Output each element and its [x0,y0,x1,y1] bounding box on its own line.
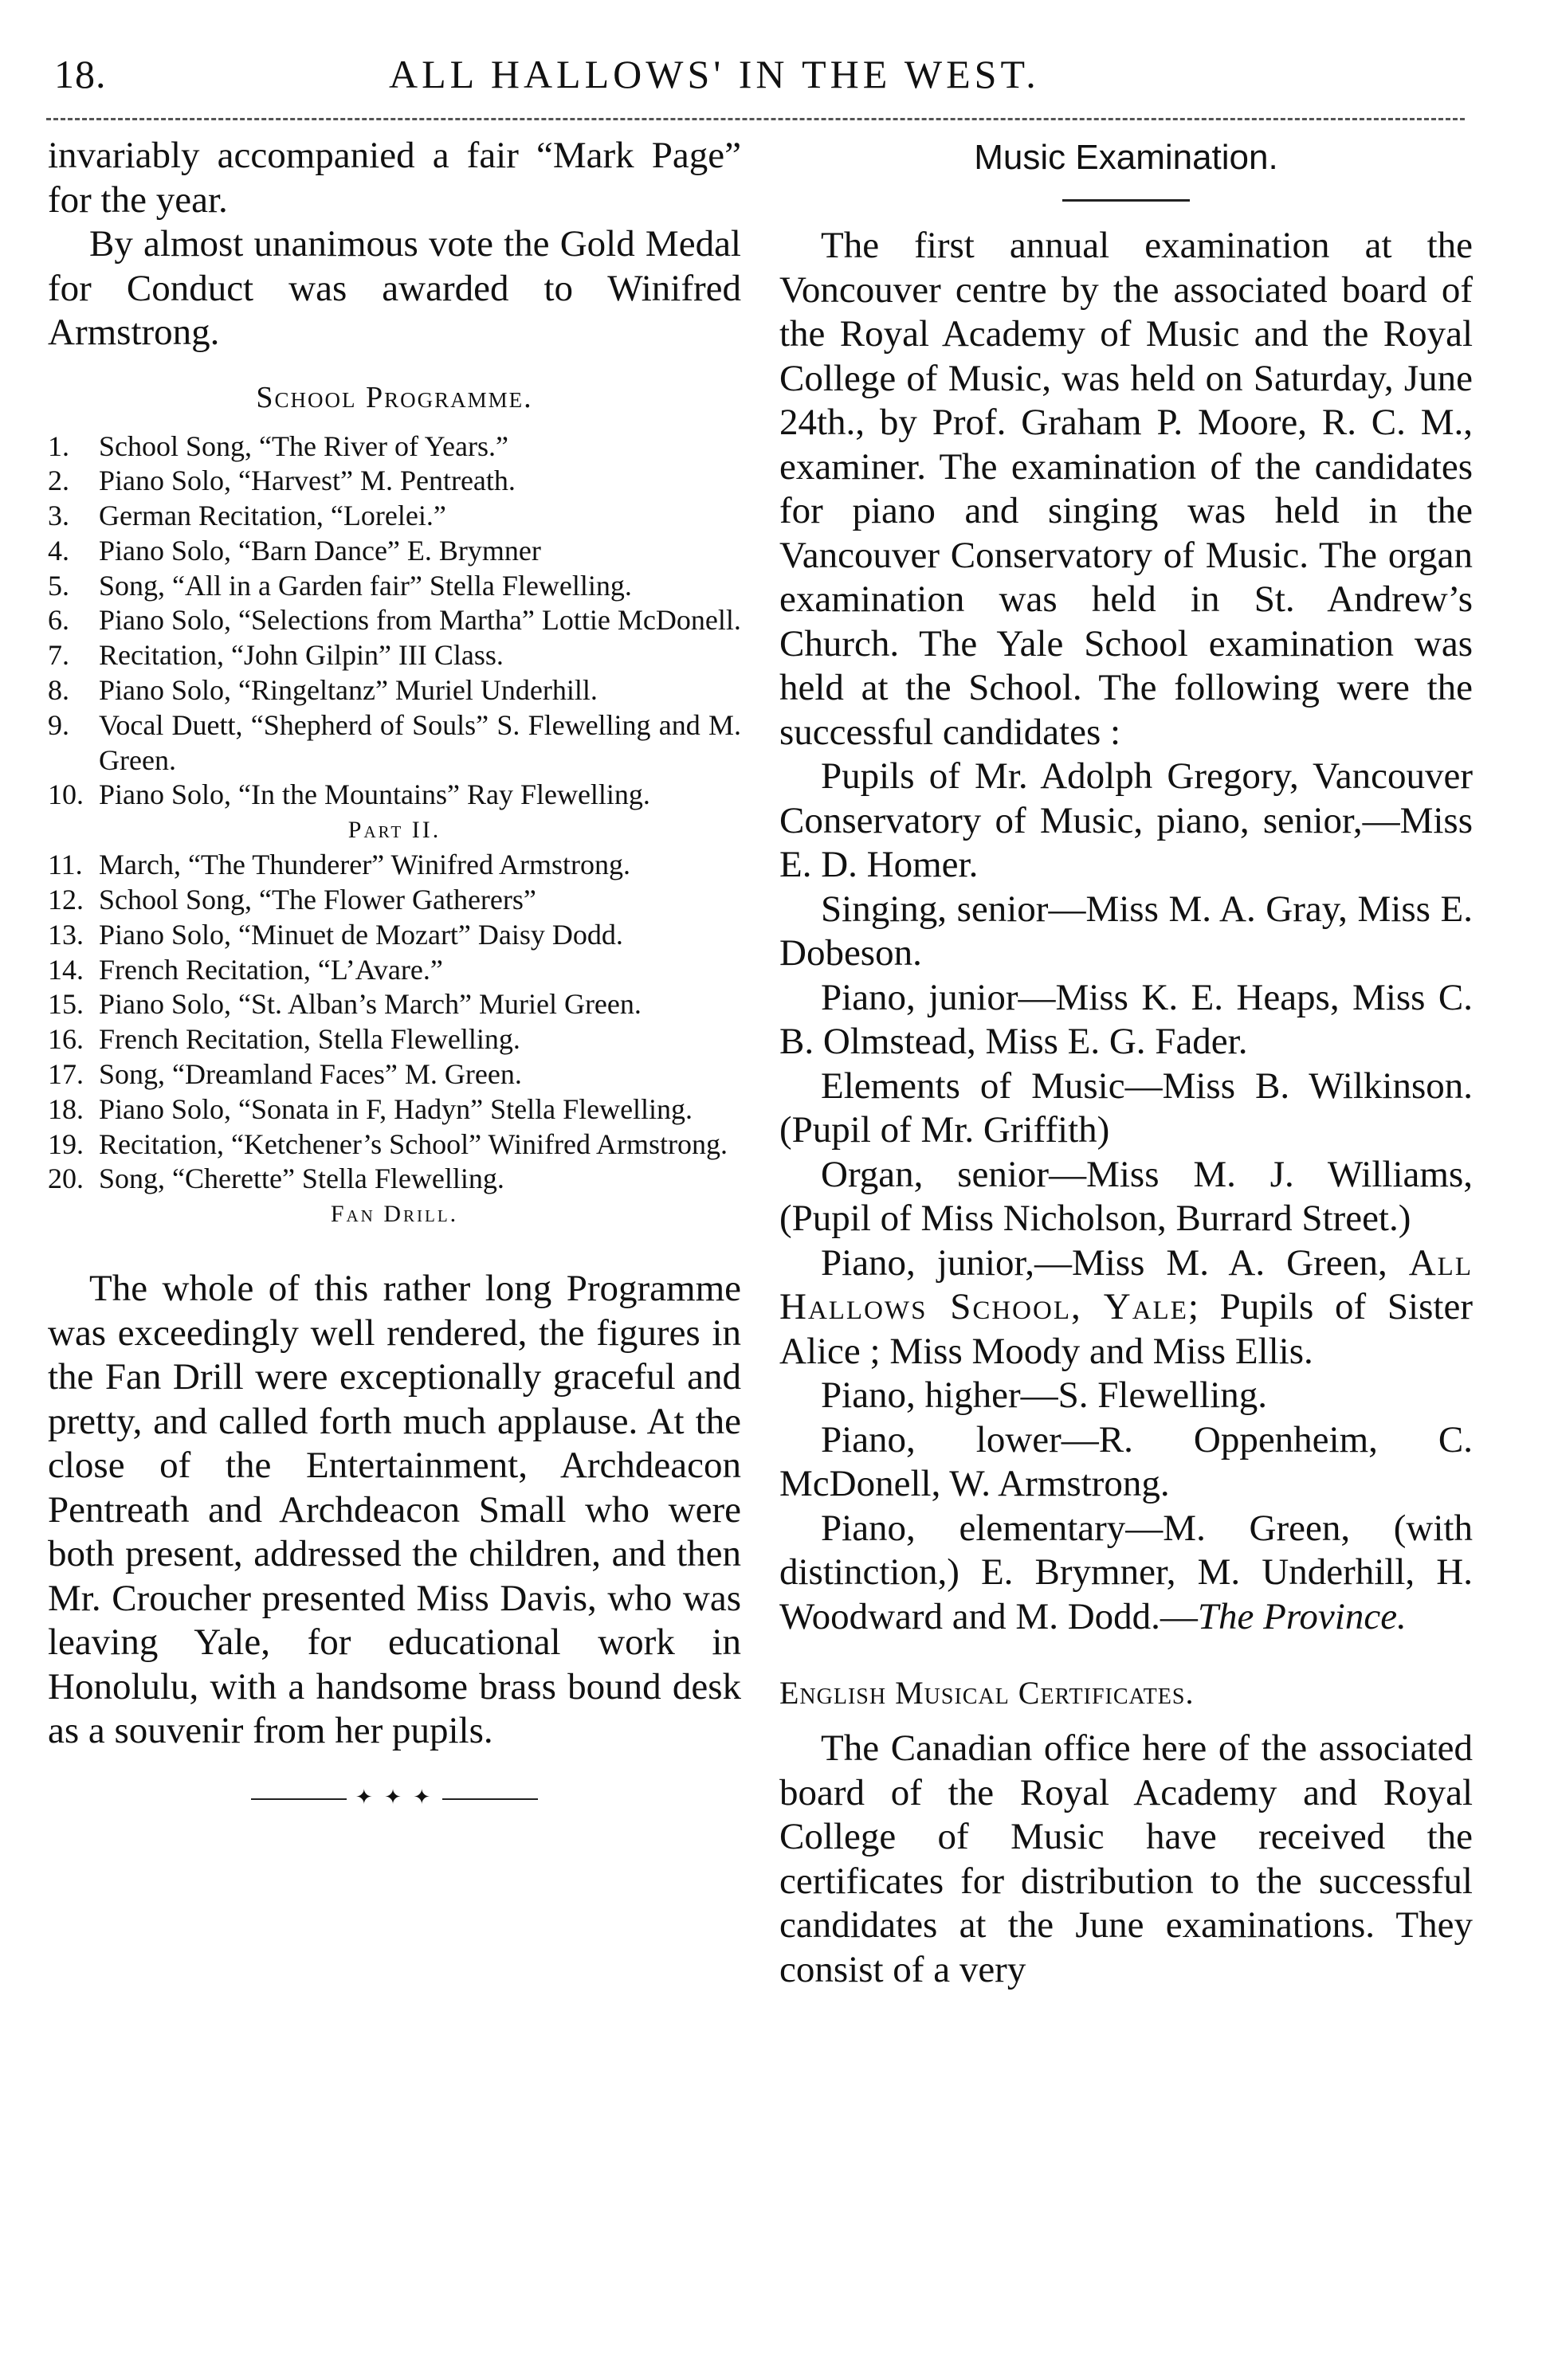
result-entry: Piano, junior—Miss K. E. Heaps, Miss C. B. Olmstead, Miss E. G. Fader. [779,976,1473,1062]
result-entry-elementary: Piano, elementary—M. Green, (with distinction,) E. Brymner, M. Underhill, H. Woodward and M. Dodd.—The Province. [779,1507,1473,1637]
closing-paragraph: The whole of this rather long Programme was exceedingly well rendered, the figures in the Fan Drill were exceptionally graceful and pretty, and called forth much applause. At the close of the Entertainment, Archdeacon Pentreath and Archdeacon Small who were both present, addressed the children, and then Mr. Croucher presented Miss Davis, who was leaving Yale, for educational work in Honolulu, with a handsome brass bound desk as a souvenir from her pupils. [48,1268,741,1752]
result-entry: Piano, higher—S. Flewelling. [821,1374,1268,1416]
programme-item: 3. German Recitation, “Lorelei.” [48,500,446,532]
right-column [779,134,1473,1992]
page-number: 18. [54,52,107,96]
programme-item: 1. School Song, “The River of Years.” [48,429,508,462]
programme-list-part-two [48,848,741,1197]
programme-list [48,429,741,814]
page-header [46,51,1513,107]
part-two-heading: Part II. [347,817,441,844]
programme-item: 4. Piano Solo, “Barn Dance” E. Brymner [48,534,541,567]
programme-item: 15. Piano Solo, “St. Alban’s March” Muriel Green. [48,988,642,1021]
fan-drill-heading: Fan Drill. [330,1201,459,1228]
ornament-divider: ✦ ✦ ✦ [48,1786,741,1810]
result-entry: Singing, senior—Miss M. A. Gray, Miss E. Dobeson. [779,888,1473,974]
programme-item: 16. French Recitation, Stella Flewelling. [48,1023,520,1056]
programme-item: 8. Piano Solo, “Ringeltanz” Muriel Underhill. [48,674,598,707]
result-entry-school: Piano, junior,—Miss M. A. Green, All Hallows School, Yale; Pupils of Sister Alice ; Miss Moody and Miss Ellis. [779,1241,1473,1372]
result-entry: Piano, lower—R. Oppenheim, C. McDonell, W. Armstrong. [779,1418,1473,1504]
school-name: All Hallows School, Yale [779,1241,1473,1327]
result-entry: Organ, senior—Miss M. J. Williams, (Pupil of Miss Nicholson, Burrard Street.) [779,1153,1473,1239]
header-rule [46,118,1465,120]
programme-item: 13. Piano Solo, “Minuet de Mozart” Daisy Dodd. [48,918,623,951]
examination-intro: The first annual examination at the Voncouver centre by the associated board of the Royal Academy of Music and the Royal College of Music, was held on Saturday, June 24th., by Prof. Graham P. Moore, R. C. M., examiner. The examination of the candidates for piano and singing was held in the Vancouver Conservatory of Music. The organ examination was held in St. Andrew’s Church. The Yale School examination was held at the School. The following were the successful candidates : [779,225,1473,753]
programme-item: 14. French Recitation, “L’Avare.” [48,953,443,986]
left-column [48,134,741,1810]
programme-item: 5. Song, “All in a Garden fair” Stella Flewelling. [48,569,632,602]
programme-item: 17. Song, “Dreamland Faces” M. Green. [48,1058,522,1091]
intro-paragraph-2: By almost unanimous vote the Gold Medal for Conduct was awarded to Winifred Armstrong. [48,223,741,353]
source-citation: The Province. [1197,1595,1407,1637]
programme-heading: School Programme. [256,380,533,414]
programme-item: 12. School Song, “The Flower Gatherers” [48,884,536,916]
programme-item: 9. Vocal Duett, “Shepherd of Souls” S. Flewelling and M. Green. [48,708,741,776]
certificates-paragraph: The Canadian office here of the associated board of the Royal Academy and Royal College of Music have received the certificates for distribution to the successful candidates at the June examinations. They consist of a very [779,1727,1473,1990]
programme-item: 10. Piano Solo, “In the Mountains” Ray Flewelling. [48,778,650,811]
programme-item: 20. Song, “Cherette” Stella Flewelling. [48,1163,504,1195]
programme-item: 6. Piano Solo, “Selections from Martha” Lottie McDonell. [48,604,741,637]
running-title: ALL HALLOWS' IN THE WEST. [389,52,1040,96]
music-examination-title: Music Examination. [974,138,1278,177]
certificates-heading: English Musical Certificates. [779,1675,1195,1711]
programme-item: 19. Recitation, “Ketchener’s School” Winifred Armstrong. [48,1127,728,1160]
programme-item: 2. Piano Solo, “Harvest” M. Pentreath. [48,465,516,497]
programme-item: 7. Recitation, “John Gilpin” III Class. [48,639,504,672]
programme-item: 18. Piano Solo, “Sonata in F, Hadyn” Stella Flewelling. [48,1092,693,1125]
programme-item: 11. March, “The Thunderer” Winifred Armstrong. [48,849,631,881]
result-entry: Elements of Music—Miss B. Wilkinson. (Pupil of Mr. Griffith) [779,1065,1473,1151]
intro-paragraph-1: invariably accompanied a fair “Mark Page” for the year. [48,135,741,221]
result-entry: Pupils of Mr. Adolph Gregory, Vancouver Conservatory of Music, piano, senior,—Miss E. D. Homer. [779,755,1473,885]
